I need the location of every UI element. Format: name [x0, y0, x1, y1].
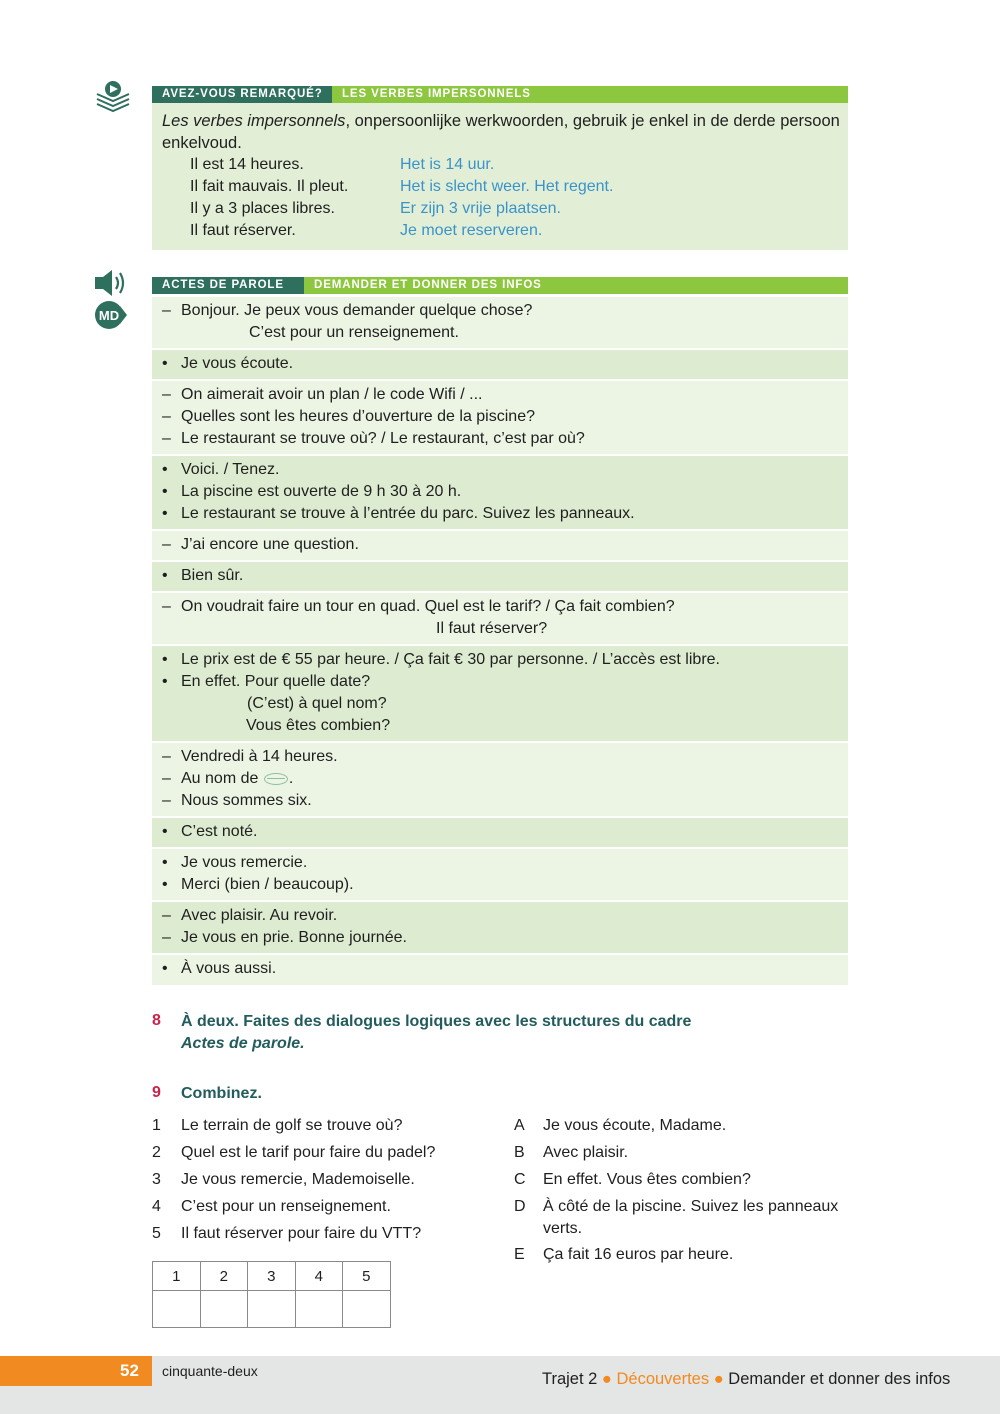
dialogue-line: Vendredi à 14 heures. [181, 748, 338, 765]
item-text: Avec plaisir. [543, 1144, 629, 1161]
remarque-intro-italic: Les verbes impersonnels [162, 112, 346, 130]
exercise-title [181, 1033, 305, 1055]
bullet-mark: • [162, 673, 168, 690]
audio-speaker-icon[interactable] [94, 268, 128, 303]
dialogue-line: Quelles sont les heures d’ouverture de la piscine? [181, 408, 535, 425]
dialogue-row [152, 531, 848, 560]
item-number: 1 [152, 1117, 161, 1134]
dash-mark: – [162, 907, 171, 924]
dialogue-line: Je vous remercie. [181, 854, 308, 871]
dash-mark: – [162, 386, 171, 403]
page-number-words: cinquante-deux [162, 1363, 258, 1379]
bullet-mark: • [162, 651, 168, 668]
dash-mark: – [162, 430, 171, 447]
example-fr: Il est 14 heures. [190, 156, 304, 173]
dialogue-line-with-icon: Au nom de . [181, 770, 294, 787]
item-letter: E [514, 1246, 525, 1263]
dialogue-line: On aimerait avoir un plan / le code Wifi / ... [181, 386, 483, 403]
video-stack-icon[interactable] [94, 80, 132, 123]
answer-grid-header: 4 [295, 1262, 343, 1291]
dialogue-row [152, 902, 848, 953]
answer-cell[interactable] [248, 1291, 296, 1328]
dialogue-line: Au nom de [181, 770, 259, 787]
dash-mark: – [162, 536, 171, 553]
item-number: 5 [152, 1225, 161, 1242]
dialogue-line: Nous sommes six. [181, 792, 312, 809]
bullet-mark: • [162, 505, 168, 522]
bullet-mark: • [162, 960, 168, 977]
item-letter: B [514, 1144, 525, 1161]
answer-grid-header: 3 [248, 1262, 296, 1291]
item-text: Je vous remercie, Mademoiselle. [181, 1171, 415, 1188]
item-text: C’est pour un renseignement. [181, 1198, 391, 1215]
item-letter: A [514, 1117, 525, 1134]
dialogue-line: On voudrait faire un tour en quad. Quel est le tarif? / Ça fait combien? [181, 598, 675, 615]
example-nl: Je moet reserveren. [400, 222, 543, 239]
item-text: verts. [543, 1220, 583, 1237]
actes-tag: ACTES DE PAROLE [152, 277, 304, 294]
item-number: 3 [152, 1171, 161, 1188]
item-text: Ça fait 16 euros par heure. [543, 1246, 734, 1263]
example-nl: Het is 14 uur. [400, 156, 495, 173]
item-text: Quel est le tarif pour faire du padel? [181, 1144, 436, 1161]
dialogue-line: Le prix est de € 55 par heure. / Ça fait € 30 par personne. / L’accès est libre. [181, 651, 720, 668]
dialogue-row [152, 849, 848, 900]
dash-mark: – [162, 598, 171, 615]
lips-icon [264, 773, 288, 785]
item-text: En effet. Vous êtes combien? [543, 1171, 751, 1188]
breadcrumb-topic: Demander et donner des infos [728, 1370, 951, 1388]
exercise-number: 8 [152, 1012, 161, 1029]
svg-text:MD: MD [98, 308, 120, 323]
bullet-mark: • [162, 823, 168, 840]
exercise-number: 9 [152, 1084, 161, 1101]
item-text: Le terrain de golf se trouve où? [181, 1117, 403, 1134]
exercise-title: Combinez. [181, 1085, 262, 1102]
dialogue-line: Voici. / Tenez. [181, 461, 280, 478]
bullet-mark: • [162, 876, 168, 893]
answer-grid-header: 1 [153, 1262, 201, 1291]
dash-mark: – [162, 302, 171, 319]
separator-dot: ● [713, 1370, 724, 1388]
dialogue-row [152, 818, 848, 847]
dialogue-row [152, 562, 848, 591]
dialogue-line: En effet. Pour quelle date? [181, 673, 371, 690]
example-nl: Het is slecht weer. Het regent. [400, 178, 614, 195]
breadcrumb-section: Découvertes [616, 1370, 710, 1388]
answer-grid-header: 2 [200, 1262, 248, 1291]
dialogue-line: Bien sûr. [181, 567, 244, 584]
dialogue-line: Il faut réserver? [436, 620, 548, 637]
dash-mark: – [162, 748, 171, 765]
example-nl: Er zijn 3 vrije plaatsen. [400, 200, 561, 217]
exercise-title-italic: Actes de parole. [181, 1035, 305, 1052]
breadcrumb-trajet: Trajet 2 [542, 1370, 598, 1388]
dash-mark: – [162, 770, 171, 787]
dialogue-line: Merci (bien / beaucoup). [181, 876, 354, 893]
dialogue-row [152, 955, 848, 985]
md-play-icon[interactable] [94, 299, 128, 336]
actes-header [152, 277, 848, 294]
dash-mark: – [162, 929, 171, 946]
dialogue-line: C’est noté. [181, 823, 258, 840]
dialogue-line: Avec plaisir. Au revoir. [181, 907, 338, 924]
example-fr: Il fait mauvais. Il pleut. [190, 178, 349, 195]
dialogue-row [152, 297, 848, 348]
dialogue-line: J’ai encore une question. [181, 536, 359, 553]
dialogue-line: Bonjour. Je peux vous demander quelque chose? [181, 302, 533, 319]
breadcrumb [542, 1370, 950, 1389]
example-fr: Il faut réserver. [190, 222, 296, 239]
dialogue-row [152, 743, 848, 816]
bullet-mark: • [162, 483, 168, 500]
dialogue-line: (C’est) à quel nom? [247, 695, 387, 712]
bullet-mark: • [162, 854, 168, 871]
remarque-intro-line2: enkelvoud. [162, 134, 242, 152]
bullet-mark: • [162, 461, 168, 478]
dialogue-line: Le restaurant se trouve où? / Le restaurant, c’est par où? [181, 430, 585, 447]
dash-mark: – [162, 408, 171, 425]
dash-mark: – [162, 792, 171, 809]
dialogue-line: C’est pour un renseignement. [249, 324, 459, 341]
dialogue-line: Je vous en prie. Bonne journée. [181, 929, 407, 946]
answer-grid [152, 1261, 391, 1328]
item-text: Je vous écoute, Madame. [543, 1117, 727, 1134]
item-letter: D [514, 1198, 526, 1215]
item-number: 2 [152, 1144, 161, 1161]
dialogue-line: À vous aussi. [181, 960, 277, 977]
answer-cell[interactable] [200, 1291, 248, 1328]
bullet-mark: • [162, 567, 168, 584]
dialogue-row [152, 646, 848, 741]
page-footer [0, 1356, 1000, 1414]
dialogue-row [152, 593, 848, 644]
example-fr: Il y a 3 places libres. [190, 200, 335, 217]
dialogue-line: Vous êtes combien? [246, 717, 391, 734]
dialogue-line: Le restaurant se trouve à l’entrée du parc. Suivez les panneaux. [181, 505, 635, 522]
item-number: 4 [152, 1198, 161, 1215]
remarque-title: LES VERBES IMPERSONNELS [332, 86, 848, 103]
dialogue-row [152, 456, 848, 529]
dialogue-row [152, 381, 848, 454]
item-text: Il faut réserver pour faire du VTT? [181, 1225, 422, 1242]
answer-cell[interactable] [153, 1291, 201, 1328]
remarque-intro-rest: , onpersoonlijke werkwoorden, gebruik je enkel in de derde persoon [345, 112, 840, 130]
dialogue-row [152, 350, 848, 379]
answer-cell[interactable] [295, 1291, 343, 1328]
exercise-title: À deux. Faites des dialogues logiques avec les structures du cadre [181, 1013, 692, 1030]
remarque-tag: AVEZ-VOUS REMARQUÉ? [152, 86, 332, 103]
dialogue-line: Je vous écoute. [181, 355, 294, 372]
bullet-mark: • [162, 355, 168, 372]
item-text: À côté de la piscine. Suivez les panneaux [543, 1198, 839, 1215]
separator-dot: ● [601, 1370, 612, 1388]
answer-cell[interactable] [343, 1291, 391, 1328]
item-letter: C [514, 1171, 526, 1188]
remarque-box [152, 86, 848, 250]
page-number: 52 [120, 1361, 139, 1380]
dialogue-line: La piscine est ouverte de 9 h 30 à 20 h. [181, 483, 462, 500]
answer-grid-header: 5 [343, 1262, 391, 1291]
actes-title: DEMANDER ET DONNER DES INFOS [304, 277, 848, 294]
remarque-intro [162, 110, 840, 132]
